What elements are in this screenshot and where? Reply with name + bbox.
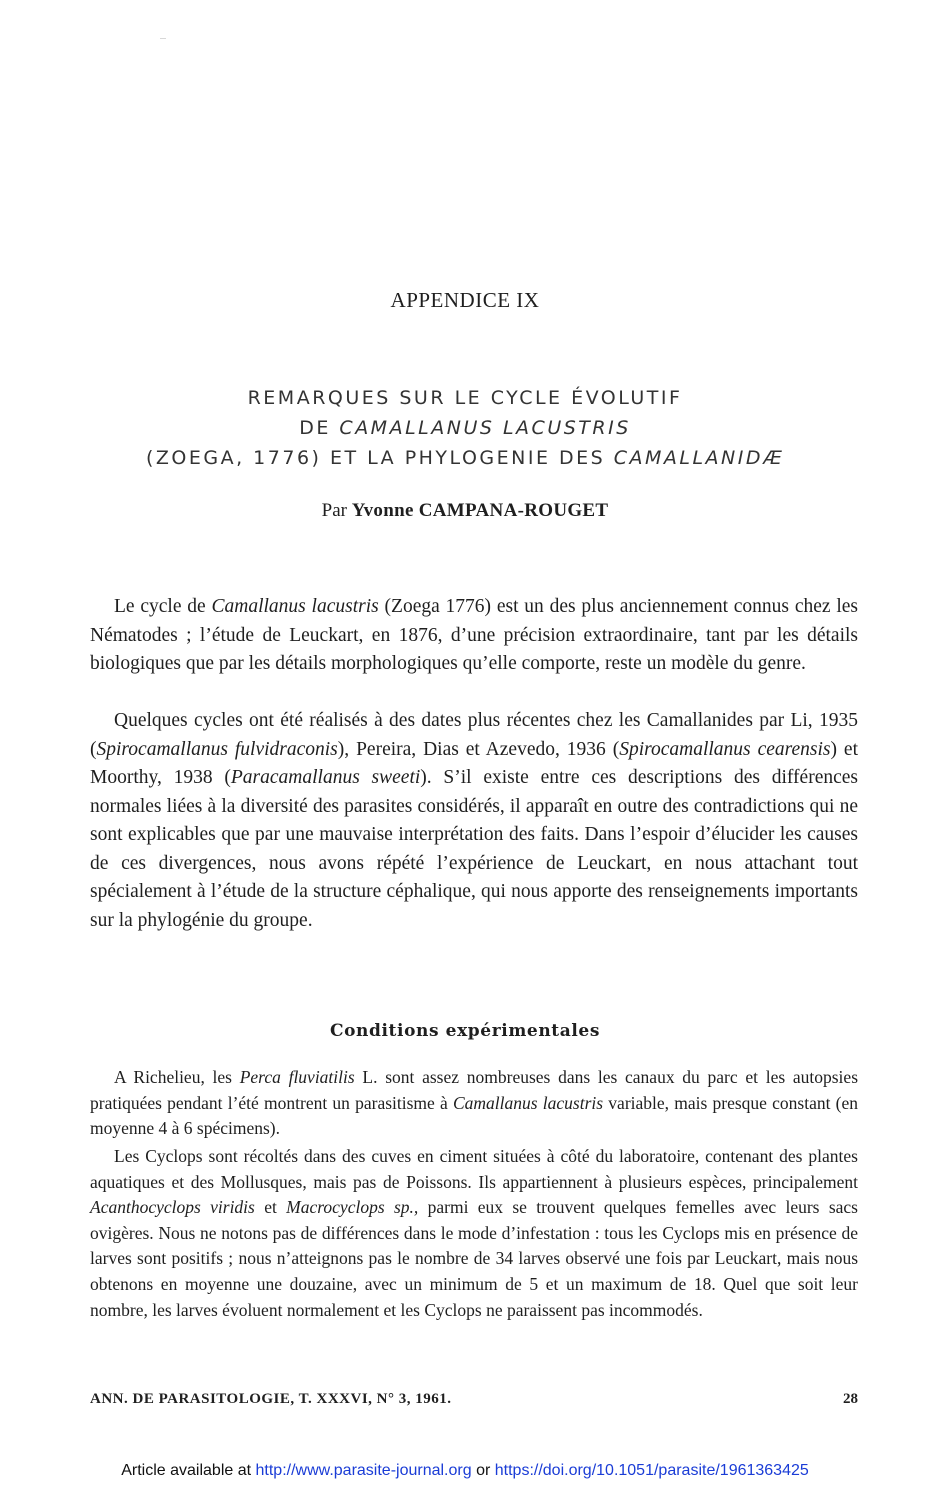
p1-b: Camallanus lacustris (211, 596, 379, 617)
availability-prefix: Article available at (121, 1462, 256, 1479)
section-heading: Conditions expérimentales (329, 1021, 601, 1041)
doi-link[interactable]: https://doi.org/10.1051/parasite/1961363425 (494, 1462, 809, 1479)
p2-c: ), Pereira, Dias et Azevedo, 1936 ( (337, 738, 620, 760)
p2-f: Paracamallanus sweeti (230, 767, 421, 788)
title-line-2-prefix: DE (299, 417, 340, 439)
p3-a: A Richelieu, les (114, 1067, 240, 1087)
title-line-1-text: REMARQUES SUR LE CYCLE ÉVOLUTIF (247, 387, 683, 409)
p3-b: Perca fluviatilis (239, 1067, 355, 1087)
p2-b: Spirocamallanus fulvidraconis (96, 738, 338, 760)
appendix-heading: APPENDICE IX (390, 288, 540, 312)
availability-middle: or (471, 1462, 495, 1479)
paragraph-4 (90, 1144, 858, 1323)
journal-reference: ANN. DE PARASITOLOGIE, T. XXXVI, N° 3, 1961. (90, 1391, 452, 1407)
p4-e: parmi eux se trouvent quelques femelles avec leurs sacs ovigères. Nous ne notons pas de différences dans le mode d’infestation : tous les Cyclops mis en présence de larves sont positifs ; nous n’atteignons pas le nombre de 34 larves observé une fois par Leuckart, mais nous obtenons en moyenne une douzaine, avec un minimum de 5 et un maximum de 18. Quel que soit leur nombre, les larves évoluent normalement et les Cyclops ne paraissent pas incommodés. (90, 1197, 858, 1320)
title-species-name: CAMALLANUS LACUSTRIS (339, 417, 631, 439)
p1-c: (Zoega 1776) est un des plus anciennement connus chez les Nématodes ; l’étude de Leuckart, en 1876, d’une précision extraordinaire, tant par les détails biologiques que par les détails morphologiques qu’elle comporte, reste un modèle du genre. (90, 596, 858, 674)
journal-link[interactable]: http://www.parasite-journal.org (255, 1462, 472, 1479)
p4-b: Acanthocyclops viridis (90, 1197, 255, 1218)
byline-prefix: Par (321, 500, 352, 521)
p1-a: Le cycle de (114, 596, 212, 617)
p2-e: ) et Moorthy, 1938 ( (90, 738, 858, 788)
p3-d: Camallanus lacustris (453, 1092, 604, 1113)
title-line-3 (0, 443, 930, 474)
title-family-name: CAMALLANIDÆ (613, 447, 785, 469)
p2-a: Quelques cycles ont été réalisés à des dates plus récentes chez les Camallanides par Li, 1935 ( (90, 710, 858, 760)
p4-d: Macrocyclops sp., (286, 1197, 419, 1218)
p3-e: variable, mais presque constant (en moyenne 4 à 6 spécimens). (90, 1092, 858, 1139)
p2-g: ). S’il existe entre ces descriptions des différences normales liées à la diversité des parasites considérés, il apparaît en outre des contradictions qui ne sont explicables que par une mauvaise interprétation des faits. Dans l’espoir d’élucider les causes de ces divergences, nous avons répété l’expérience de Leuckart, en nous attachant tout spécialement à l’étude de la structure céphalique, qui nous apporte des renseignements importants sur la phylogénie du groupe. (90, 767, 858, 931)
page-number: 28 (843, 1391, 858, 1407)
title-line-3-prefix: (ZOEGA, 1776) ET LA PHYLOGENIE DES (145, 447, 614, 469)
availability-notice (0, 1462, 930, 1480)
author-byline (0, 500, 930, 522)
title-line-2 (0, 413, 930, 444)
author-name: Yvonne CAMPANA-ROUGET (351, 500, 609, 521)
scan-speck (160, 38, 166, 39)
p3-c: L. sont assez nombreuses dans les canaux du parc et les autopsies pratiquées pendant l’été montrent un parasitisme à (90, 1067, 858, 1113)
title-line-1 (0, 383, 930, 414)
paragraph-2 (90, 707, 858, 935)
paragraph-3 (90, 1065, 858, 1142)
p2-d: Spirocamallanus cearensis (619, 738, 831, 760)
p4-a: Les Cyclops sont récoltés dans des cuves en ciment situées à côté du laboratoire, contenant des plantes aquatiques et des Mollusques, mais pas de Poissons. Ils appartiennent à plusieurs espèces, principalement (90, 1146, 858, 1192)
paragraph-1 (90, 593, 858, 679)
p4-c: et (254, 1197, 287, 1218)
